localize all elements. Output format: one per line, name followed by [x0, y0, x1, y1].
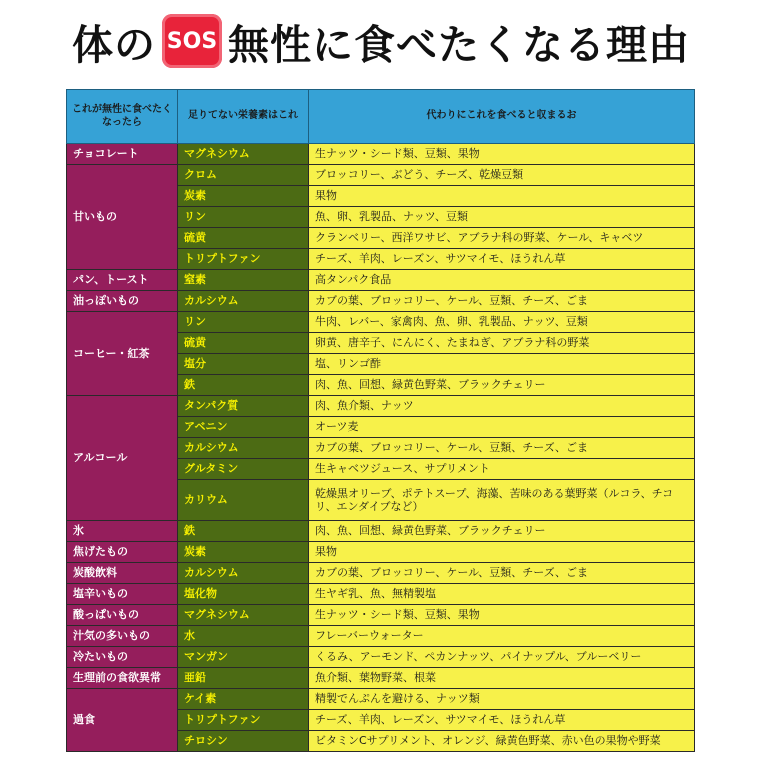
substitute-food-cell: チーズ、羊肉、レーズン、サツマイモ、ほうれん草: [309, 710, 695, 731]
substitute-food-cell: 魚、卵、乳製品、ナッツ、豆類: [309, 207, 695, 228]
craving-category-cell: 油っぽいもの: [67, 291, 178, 312]
substitute-food-cell: オーツ麦: [309, 417, 695, 438]
nutrient-cell: リン: [178, 312, 309, 333]
nutrient-cell: 硫黄: [178, 333, 309, 354]
nutrition-table-frame: [66, 89, 694, 757]
substitute-food-cell: 果物: [309, 186, 695, 207]
nutrient-cell: カルシウム: [178, 563, 309, 584]
table-row: [67, 689, 695, 710]
table-row: [67, 270, 695, 291]
substitute-food-cell: チーズ、羊肉、レーズン、サツマイモ、ほうれん草: [309, 249, 695, 270]
substitute-food-cell: ビタミンCサプリメント、オレンジ、緑黄色野菜、赤い色の果物や野菜: [309, 731, 695, 752]
nutrient-cell: マグネシウム: [178, 605, 309, 626]
table-row: [67, 521, 695, 542]
table-row: [67, 312, 695, 333]
nutrient-cell: クロム: [178, 165, 309, 186]
nutrient-cell: 亜鉛: [178, 668, 309, 689]
nutrient-cell: トリプトファン: [178, 249, 309, 270]
nutrient-cell: カルシウム: [178, 291, 309, 312]
substitute-food-cell: クランベリー、西洋ワサビ、アブラナ科の野菜、ケール、キャベツ: [309, 228, 695, 249]
substitute-food-cell: 生ヤギ乳、魚、無精製塩: [309, 584, 695, 605]
craving-category-cell: 氷: [67, 521, 178, 542]
craving-category-cell: 過食: [67, 689, 178, 752]
title-text-before: 体の: [72, 20, 156, 69]
substitute-food-cell: 塩、リンゴ酢: [309, 354, 695, 375]
substitute-food-cell: 肉、魚介類、ナッツ: [309, 396, 695, 417]
nutrient-cell: 鉄: [178, 375, 309, 396]
table-row: [67, 584, 695, 605]
craving-category-cell: チョコレート: [67, 144, 178, 165]
substitute-food-cell: フレーバーウォーター: [309, 626, 695, 647]
nutrient-cell: リン: [178, 207, 309, 228]
nutrient-cell: 塩化物: [178, 584, 309, 605]
substitute-food-cell: カブの葉、ブロッコリー、ケール、豆類、チーズ、ごま: [309, 563, 695, 584]
table-body: [67, 144, 695, 752]
nutrient-cell: グルタミン: [178, 459, 309, 480]
craving-category-cell: 生理前の食欲異常: [67, 668, 178, 689]
page-title: [0, 6, 762, 76]
cravings-nutrient-table: [66, 89, 695, 752]
nutrient-cell: タンパク質: [178, 396, 309, 417]
table-row: [67, 396, 695, 417]
craving-category-cell: 焦げたもの: [67, 542, 178, 563]
nutrient-cell: カルシウム: [178, 438, 309, 459]
substitute-food-cell: 精製でんぷんを避ける、ナッツ類: [309, 689, 695, 710]
table-row: [67, 291, 695, 312]
substitute-food-cell: カブの葉、ブロッコリー、ケール、豆類、チーズ、ごま: [309, 438, 695, 459]
nutrient-cell: 炭素: [178, 186, 309, 207]
table-row: [67, 165, 695, 186]
nutrient-cell: 鉄: [178, 521, 309, 542]
substitute-food-cell: 卵黄、唐辛子、にんにく、たまねぎ、アブラナ科の野菜: [309, 333, 695, 354]
substitute-food-cell: 肉、魚、回想、緑黄色野菜、ブラックチェリー: [309, 375, 695, 396]
craving-category-cell: 酸っぱいもの: [67, 605, 178, 626]
table-row: [67, 563, 695, 584]
nutrient-cell: チロシン: [178, 731, 309, 752]
nutrient-cell: マンガン: [178, 647, 309, 668]
craving-category-cell: パン、トースト: [67, 270, 178, 291]
nutrient-cell: 窒素: [178, 270, 309, 291]
header-nutrient: 足りてない栄養素はこれ: [178, 90, 309, 144]
substitute-food-cell: 果物: [309, 542, 695, 563]
substitute-food-cell: 魚介類、葉物野菜、根菜: [309, 668, 695, 689]
substitute-food-cell: カブの葉、ブロッコリー、ケール、豆類、チーズ、ごま: [309, 291, 695, 312]
craving-category-cell: 塩辛いもの: [67, 584, 178, 605]
nutrient-cell: マグネシウム: [178, 144, 309, 165]
table-row: [67, 647, 695, 668]
table-row: [67, 144, 695, 165]
nutrient-cell: 水: [178, 626, 309, 647]
table-row: [67, 668, 695, 689]
nutrient-cell: 硫黄: [178, 228, 309, 249]
substitute-food-cell: 生ナッツ・シード類、豆類、果物: [309, 605, 695, 626]
substitute-food-cell: 生キャベツジュース、サプリメント: [309, 459, 695, 480]
table-row: [67, 605, 695, 626]
header-craving: これが無性に食べたくなったら: [67, 90, 178, 144]
craving-category-cell: 冷たいもの: [67, 647, 178, 668]
craving-category-cell: 炭酸飲料: [67, 563, 178, 584]
nutrient-cell: ケイ素: [178, 689, 309, 710]
substitute-food-cell: 肉、魚、回想、緑黄色野菜、ブラックチェリー: [309, 521, 695, 542]
sos-icon: SOS: [162, 14, 222, 68]
header-substitute-food: 代わりにこれを食べると収まるお: [309, 90, 695, 144]
table-header-row: [67, 90, 695, 144]
craving-category-cell: アルコール: [67, 396, 178, 521]
craving-category-cell: 汁気の多いもの: [67, 626, 178, 647]
substitute-food-cell: 牛肉、レバー、家禽肉、魚、卵、乳製品、ナッツ、豆類: [309, 312, 695, 333]
nutrient-cell: トリプトファン: [178, 710, 309, 731]
substitute-food-cell: ブロッコリー、ぶどう、チーズ、乾燥豆類: [309, 165, 695, 186]
table-row: [67, 626, 695, 647]
craving-category-cell: コーヒー・紅茶: [67, 312, 178, 396]
substitute-food-cell: 高タンパク食品: [309, 270, 695, 291]
nutrient-cell: 塩分: [178, 354, 309, 375]
nutrient-cell: カリウム: [178, 480, 309, 521]
substitute-food-cell: くるみ、アーモンド、ペカンナッツ、パイナップル、ブルーベリー: [309, 647, 695, 668]
nutrient-cell: 炭素: [178, 542, 309, 563]
substitute-food-cell: 生ナッツ・シード類、豆類、果物: [309, 144, 695, 165]
substitute-food-cell: 乾燥黒オリーブ、ポテトスープ、海藻、苦味のある葉野菜（ルコラ、チコリ、エンダイブなど）: [309, 480, 695, 521]
table-row: [67, 542, 695, 563]
nutrient-cell: アベニン: [178, 417, 309, 438]
craving-category-cell: 甘いもの: [67, 165, 178, 270]
title-text-after: 無性に食べたくなる理由: [228, 20, 690, 69]
